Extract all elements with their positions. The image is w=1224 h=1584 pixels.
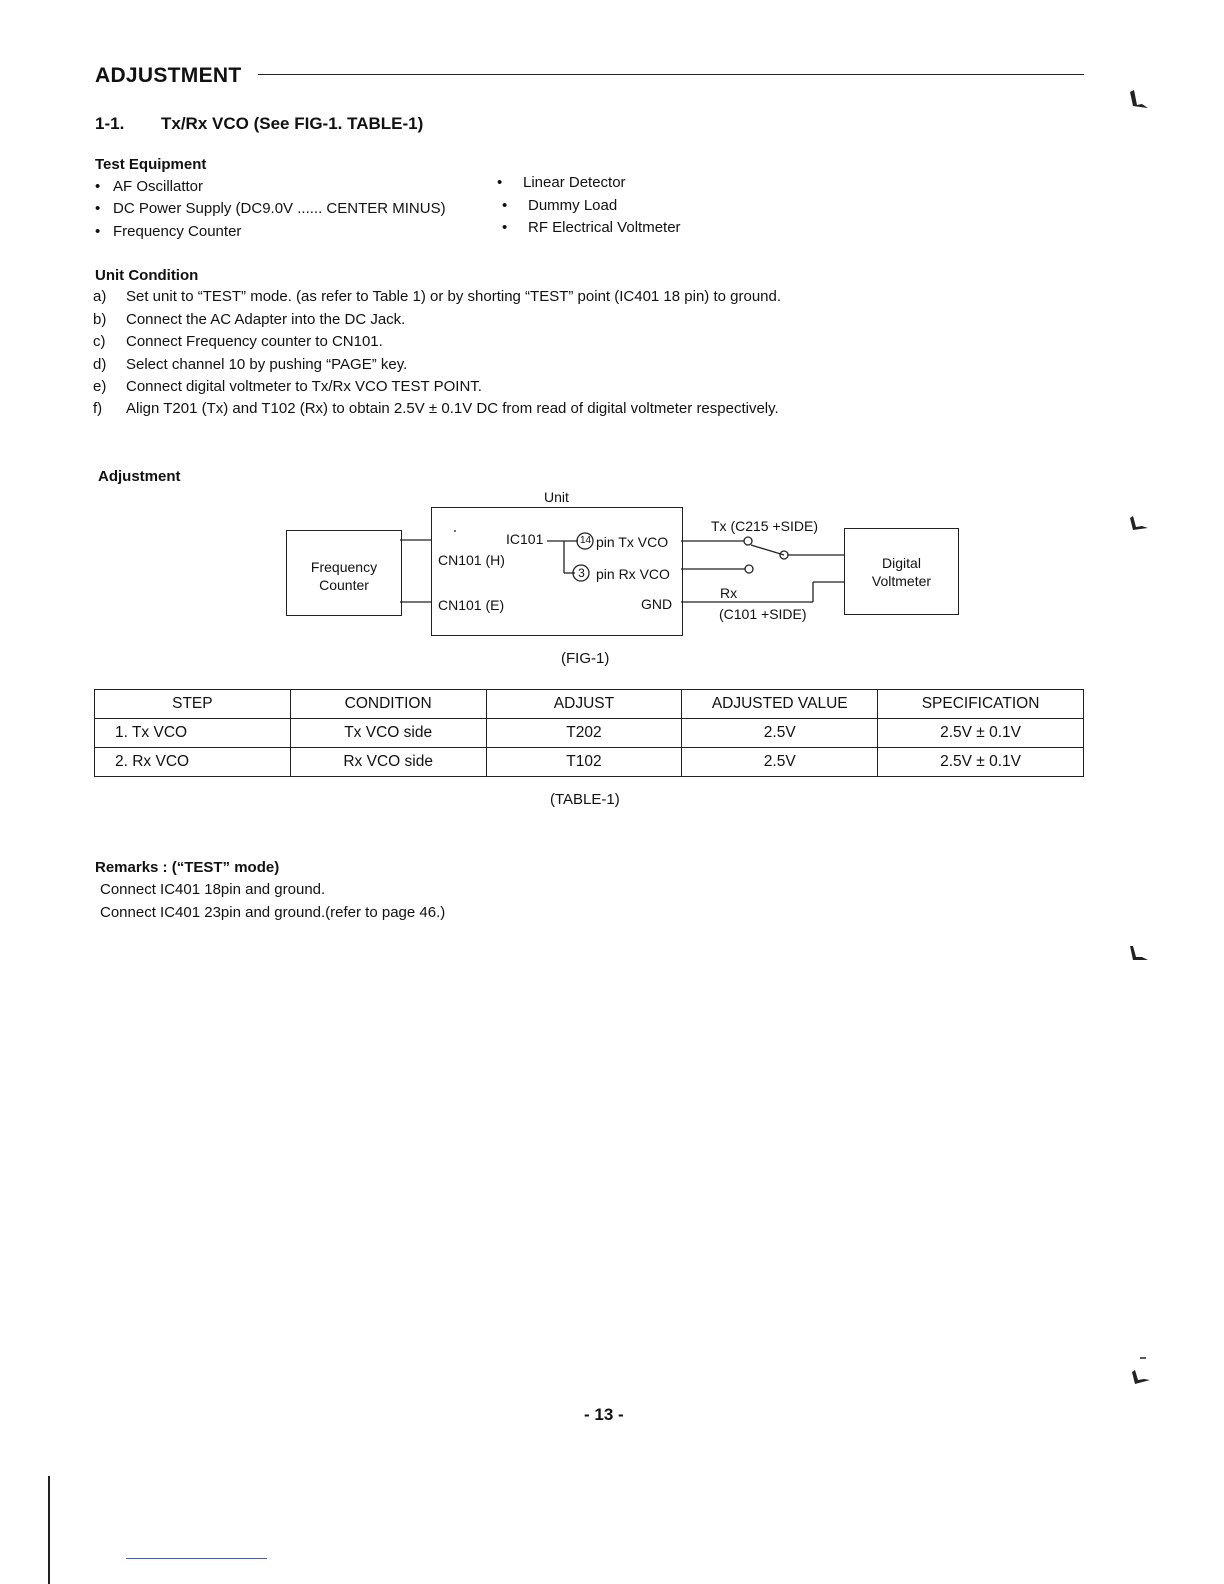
rx-side-label: (C101 +SIDE) — [719, 606, 807, 622]
condition-item — [93, 378, 482, 395]
equipment-label: Dummy Load — [528, 197, 618, 214]
remarks-line: Connect IC401 18pin and ground. — [100, 881, 326, 898]
condition-text: Connect Frequency counter to CN101. — [126, 333, 383, 350]
remarks-line: Connect IC401 23pin and ground.(refer to page 46.) — [100, 904, 446, 921]
condition-text: Select channel 10 by pushing “PAGE” key. — [126, 356, 408, 373]
frequency-counter-box — [286, 530, 402, 616]
equipment-label: Linear Detector — [523, 174, 626, 191]
equipment-item-rf-voltmeter — [502, 219, 681, 236]
adjustment-title: Adjustment — [98, 468, 181, 485]
tx-label: Tx (C215 +SIDE) — [711, 518, 818, 534]
equipment-item-frequency-counter — [95, 223, 241, 240]
equipment-item-power-supply — [95, 200, 446, 217]
condition-item — [93, 311, 405, 328]
equipment-label: DC Power Supply (DC9.0V ...... CENTER MINUS) — [113, 200, 446, 217]
table-row — [95, 748, 1084, 777]
digital-voltmeter-box — [844, 528, 959, 615]
unit-label: Unit — [544, 489, 569, 505]
equipment-label: Frequency Counter — [113, 223, 242, 240]
pin-14-label: pin Tx VCO — [596, 534, 669, 550]
adjustment-table — [94, 689, 1084, 777]
bullet-icon: • — [95, 200, 101, 217]
pin-3-number: 3 — [578, 566, 585, 580]
section-title — [95, 114, 423, 134]
table-cell: 2.5V — [682, 748, 878, 777]
table-cell: 1. Tx VCO — [95, 719, 291, 748]
table-cell: T102 — [486, 748, 682, 777]
section-title-text: Tx/Rx VCO (See FIG-1. TABLE-1) — [161, 114, 424, 133]
condition-item — [93, 333, 383, 350]
scan-blue-line — [126, 1558, 267, 1559]
margin-mark-icon — [1124, 942, 1154, 968]
table-header: ADJUST — [486, 690, 682, 719]
condition-label: d) — [93, 356, 107, 373]
heading-rule — [258, 74, 1084, 75]
frequency-counter-label: Frequency — [310, 559, 378, 575]
bullet-icon: • — [95, 223, 101, 240]
condition-label: b) — [93, 311, 107, 328]
table-cell: 2. Rx VCO — [95, 748, 291, 777]
bullet-icon: • — [497, 174, 503, 191]
rx-label: Rx — [720, 585, 738, 601]
table-cell: 2.5V ± 0.1V — [878, 748, 1084, 777]
margin-mark-icon — [1124, 512, 1154, 538]
cn101-h-label: CN101 (H) — [438, 552, 505, 568]
table-header: ADJUSTED VALUE — [682, 690, 878, 719]
pin-3-label: pin Rx VCO — [596, 566, 670, 582]
voltmeter-label: Voltmeter — [871, 573, 932, 589]
cn101-e-label: CN101 (E) — [438, 597, 505, 613]
table-cell: T202 — [486, 719, 682, 748]
table-cell: 2.5V ± 0.1V — [878, 719, 1084, 748]
figure-caption: (FIG-1) — [561, 650, 610, 667]
pin-14-number: 14 — [579, 535, 592, 546]
equipment-label: RF Electrical Voltmeter — [528, 219, 681, 236]
table-cell: Tx VCO side — [290, 719, 486, 748]
page-heading: ADJUSTMENT — [95, 64, 242, 87]
table-cell: 2.5V — [682, 719, 878, 748]
gnd-label: GND — [641, 596, 673, 612]
section-number: 1-1. — [95, 114, 125, 133]
table-header: STEP — [95, 690, 291, 719]
frequency-counter-label: Counter — [319, 577, 369, 593]
table-caption: (TABLE-1) — [550, 791, 620, 808]
table-cell: Rx VCO side — [290, 748, 486, 777]
unit-condition-title: Unit Condition — [95, 267, 199, 284]
condition-item — [93, 400, 779, 417]
test-equipment-title: Test Equipment — [95, 156, 207, 173]
equipment-item-af-oscillator — [95, 178, 203, 195]
condition-label: e) — [93, 378, 107, 395]
condition-label: c) — [93, 333, 106, 350]
table-header: SPECIFICATION — [878, 690, 1084, 719]
table-header: CONDITION — [290, 690, 486, 719]
equipment-item-dummy-load — [502, 197, 617, 214]
condition-label: f) — [93, 400, 103, 417]
condition-text: Align T201 (Tx) and T102 (Rx) to obtain 2.5V ± 0.1V DC from read of digital voltmeter respectively. — [126, 400, 779, 417]
equipment-label: AF Oscillattor — [113, 178, 204, 195]
margin-mark-icon — [1124, 84, 1154, 114]
bullet-icon: • — [502, 219, 508, 236]
condition-label: a) — [93, 288, 107, 305]
condition-text: Connect digital voltmeter to Tx/Rx VCO TEST POINT. — [126, 378, 482, 395]
bullet-icon: • — [95, 178, 101, 195]
condition-text: Connect the AC Adapter into the DC Jack. — [126, 311, 406, 328]
condition-item — [93, 288, 781, 305]
condition-text: Set unit to “TEST” mode. (as refer to Table 1) or by shorting “TEST” point (IC401 18 pin) to ground. — [126, 288, 782, 305]
voltmeter-label: Digital — [882, 555, 921, 571]
ic101-label: IC101 — [506, 531, 544, 547]
condition-item — [93, 356, 407, 373]
bullet-icon: • — [502, 197, 508, 214]
table-row — [95, 719, 1084, 748]
page-number: - 13 - — [584, 1405, 624, 1424]
table-header-row — [95, 690, 1084, 719]
scan-edge-line — [48, 1476, 50, 1584]
margin-mark-icon — [1126, 1354, 1156, 1390]
equipment-item-linear-detector — [497, 174, 626, 191]
remarks-title: Remarks : (“TEST” mode) — [95, 859, 280, 876]
